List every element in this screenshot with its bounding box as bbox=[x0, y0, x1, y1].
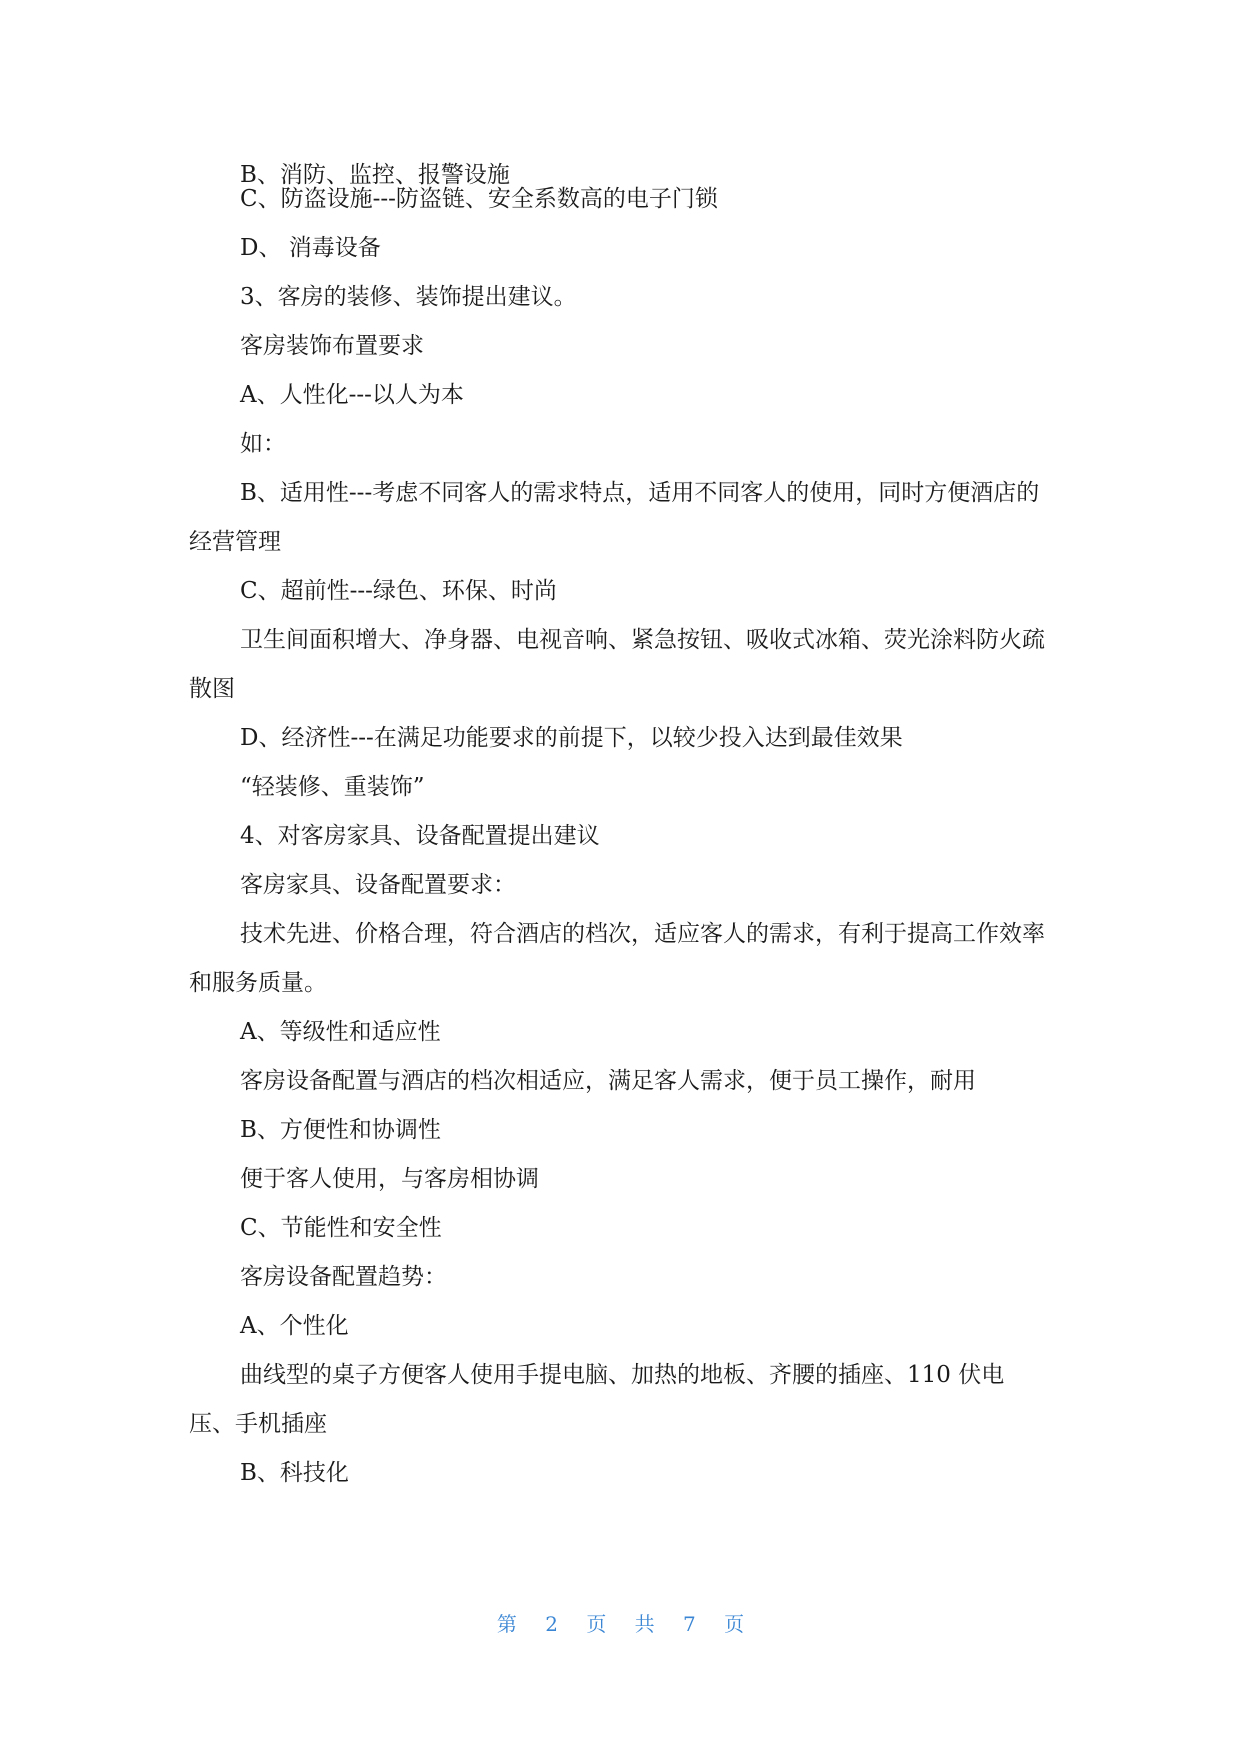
paragraph: 客房设备配置与酒店的档次相适应，满足客人需求，便于员工操作，耐用 bbox=[240, 1068, 976, 1094]
paragraph: D、 消毒设备 bbox=[240, 235, 381, 261]
paragraph: C、超前性---绿色、环保、时尚 bbox=[240, 578, 557, 604]
paragraph: 卫生间面积增大、净身器、电视音响、紧急按钮、吸收式冰箱、荧光涂料防火疏散图 bbox=[189, 627, 1045, 702]
paragraph: B、方便性和协调性 bbox=[240, 1117, 441, 1143]
paragraph: A、等级性和适应性 bbox=[240, 1019, 441, 1045]
footer-ye2: 页 bbox=[724, 1612, 745, 1636]
footer-ye: 页 bbox=[586, 1612, 607, 1636]
paragraph: 客房家具、设备配置要求： bbox=[240, 872, 516, 898]
paragraph: 如： bbox=[240, 431, 286, 457]
paragraph: 便于客人使用，与客房相协调 bbox=[240, 1166, 539, 1192]
paragraph: 4、对客房家具、设备配置提出建议 bbox=[240, 823, 600, 849]
paragraph: 客房装饰布置要求 bbox=[240, 333, 424, 359]
current-page-number: 2 bbox=[545, 1612, 558, 1636]
total-page-number: 7 bbox=[683, 1612, 696, 1636]
paragraph: 3、客房的装修、装饰提出建议。 bbox=[240, 284, 577, 310]
paragraph: C、节能性和安全性 bbox=[240, 1215, 442, 1241]
paragraph: B、科技化 bbox=[240, 1460, 349, 1486]
footer-di: 第 bbox=[496, 1612, 517, 1636]
paragraph: B、消防、监控、报警设施 bbox=[240, 162, 510, 188]
paragraph: C、防盗设施---防盗链、安全系数高的电子门锁 bbox=[240, 186, 718, 212]
paragraph: A、人性化---以人为本 bbox=[240, 382, 464, 408]
paragraph: D、经济性---在满足功能要求的前提下，以较少投入达到最佳效果 bbox=[240, 725, 903, 751]
paragraph: 客房设备配置趋势： bbox=[240, 1264, 447, 1290]
paragraph: A、个性化 bbox=[240, 1313, 349, 1339]
footer-gong: 共 bbox=[634, 1612, 655, 1636]
paragraph: “轻装修、重装饰” bbox=[240, 774, 425, 800]
page-footer bbox=[0, 1608, 1241, 1637]
paragraph: 曲线型的桌子方便客人使用手提电脑、加热的地板、齐腰的插座、110 伏电压、手机插座 bbox=[189, 1362, 1005, 1437]
paragraph: 技术先进、价格合理，符合酒店的档次，适应客人的需求，有利于提高工作效率和服务质量。 bbox=[189, 921, 1045, 996]
paragraph: B、适用性---考虑不同客人的需求特点，适用不同客人的使用，同时方便酒店的经营管理 bbox=[189, 480, 1040, 555]
